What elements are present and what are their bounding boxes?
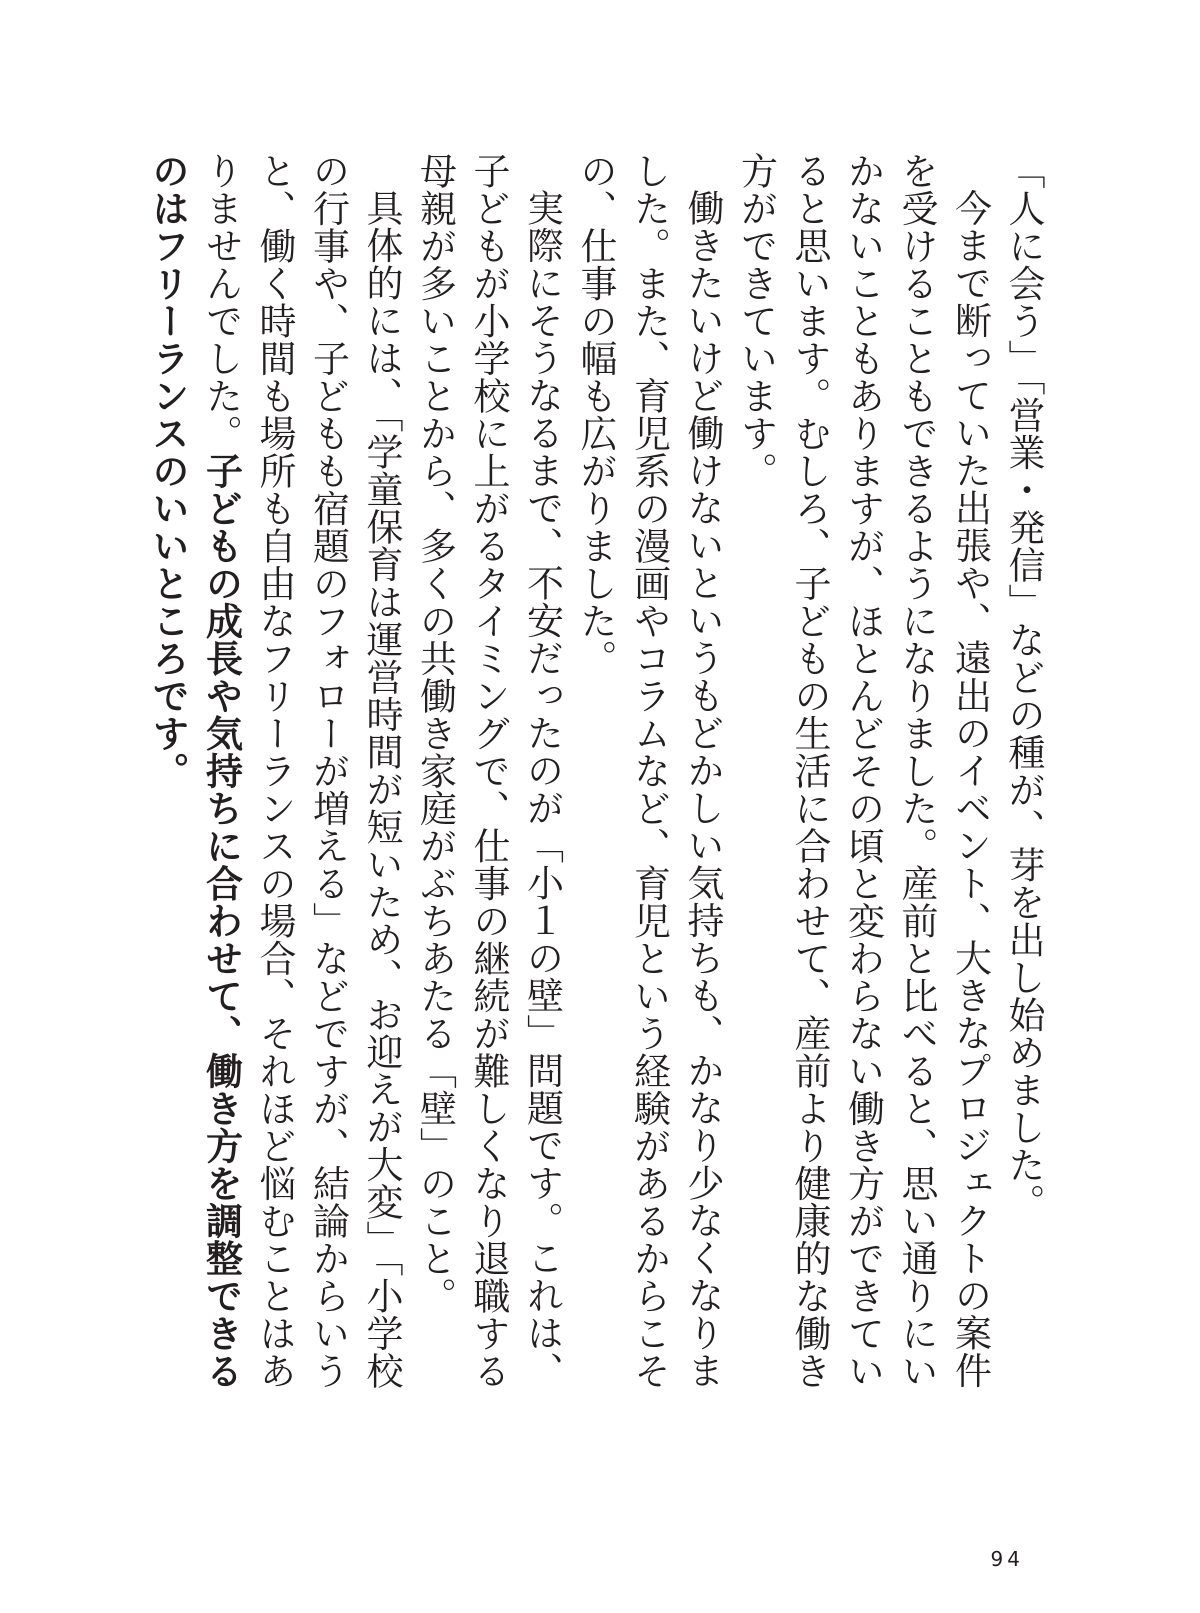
paragraph xyxy=(408,152,569,1414)
text-segment: 働きたいけど働けないというもどかしい気持ちも、かなり少なくなりました。また、育児系の漫画やコラムなど、育児という経験があるからこその、仕事の幅も広がりました。 xyxy=(574,152,724,1390)
text-segment: 「人に会う」「営業・発信」などの種が、芽を出し始めました。 xyxy=(1002,152,1045,1221)
text-segment: 今まで断っていた出張や、遠出のイベント、大きなプロジェクトの案件を受けることもできるようになりました。産前と比べると、思い通りにいかないこともありますが、ほとんどその頃と変わらない働き方ができていると思います。むしろ、子どもの生活に合わせて、産前より健康的な働き方ができています。 xyxy=(734,152,992,1390)
paragraph xyxy=(997,152,1051,1414)
paragraph xyxy=(729,152,997,1414)
paragraph xyxy=(569,152,730,1414)
text-segment: 具体的には、「学童保育は運営時間が短いため、お迎えが大変」「小学校の行事や、子どもも宿題のフォローが増える」などですが、結論からいうと、働く時間も場所も自由なフリーランスの場合、それほど悩むことはありませんでした。 xyxy=(199,152,403,1390)
page-number: 94 xyxy=(990,1547,1024,1571)
paragraph xyxy=(141,152,409,1414)
vertical-text-body xyxy=(141,152,1051,1414)
bold-text-segment: 子どもの成長や気持ちに合わせて、働き方を調整できるのはフリーランスのいいところです。 xyxy=(146,152,243,1390)
text-segment: 実際にそうなるまで、不安だったのが「小１の壁」問題です。これは、子どもが小学校に上がるタイミングで、仕事の継続が難しくなり退職する母親が多いことから、多くの共働き家庭がぶちあたる「壁」のこと。 xyxy=(413,152,564,1390)
